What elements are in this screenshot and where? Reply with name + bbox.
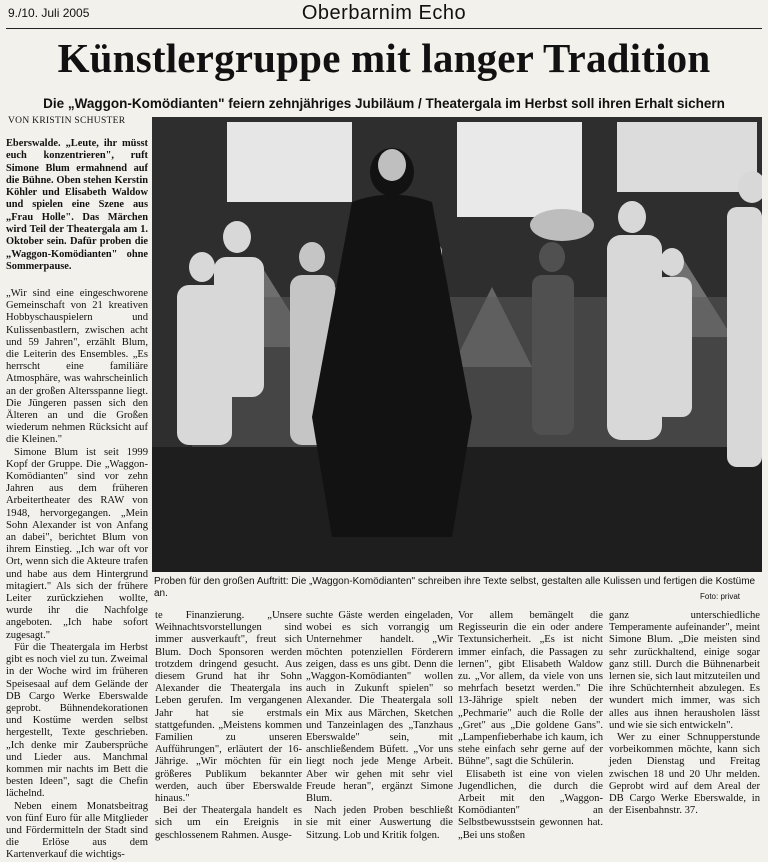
masthead-rule <box>6 28 762 29</box>
photo-credit: Foto: privat <box>700 592 741 601</box>
lead-text: Eberswalde. „Leute, ihr müsst euch konzentrieren", ruft Simone Blum ermahnend auf die Bühne. Oben stehen Kerstin Köhler und Elisabeth Waldow und spielen eine Szene aus „Frau Holle". Das Märchen wird Teil der Theatergala am 1. Oktober sein. Dafür proben die „Waggon-Komödianten" ohne Sommerpause. <box>6 138 148 272</box>
paragraph: „Wir sind eine eingeschworene Gemeinschaft von 21 kreativen Hobbyschauspielern und Kulissenbastlern, zwischen acht und 59 Jahren", erzählt Blum, die Leiterin des Ensembles. „Es herrscht eine familiäre Atmosphäre, was wahrscheinlich an der großen Altersspanne liegt. Die Jüngeren passen sich den Älteren an und die Großen wiederum nehmen Rücksicht auf die Kleinen." <box>6 288 148 446</box>
headline: Künstlergruppe mit langer Tradition <box>57 35 711 81</box>
byline: VON KRISTIN SCHUSTER <box>8 116 126 126</box>
column-3 <box>306 610 453 842</box>
column-5 <box>609 610 760 817</box>
column-1 <box>6 288 148 862</box>
paragraph: Elisabeth ist eine von vielen Jugendlichen, die durch die Arbeit mit den „Waggon-Komödianten" an Selbstbewusstsein gewonnen hat. „Bei uns stoßen <box>458 768 603 841</box>
paragraph: Bei der Theatergala handelt es sich um ein Ereignis in geschlossenem Rahmen. Ausge- <box>155 805 302 841</box>
column-4 <box>458 610 603 842</box>
photo-caption: Proben für den großen Auftritt: Die „Waggon-Komödianten" schreiben ihre Texte selbst, gestalten alle Kulissen und fertigen die Kostüme an. <box>154 576 756 599</box>
newspaper-name: Oberbarnim Echo <box>301 2 467 24</box>
paragraph: suchte Gäste werden eingeladen, wobei es sich vorrangig um Unternehmer handelt. „Wir möchten potenziellen Förderern zeigen, dass es uns gibt. Denn die „Waggon-Komödianten" wollen auch in Zukunft spielen" so Alexander. Die Theatergala soll ein Mix aus Märchen, Sketchen und Tanzeinlagen des „Tanzhaus Eberswalde" sein, mit anschließendem Büfett. „Vor uns liegt noch jede Menge Arbeit. Aber wir gehen mit sehr viel Freude heran", ergänzt Simone Blum. <box>306 610 453 805</box>
subheadline: Die „Waggon-Komödianten" feiern zehnjähriges Jubiläum / Theatergala im Herbst soll ihren Erhalt sichern <box>43 96 725 111</box>
paragraph: Simone Blum ist seit 1999 Kopf der Gruppe. Die „Waggon-Komödianten" sind vor zehn Jahren aus dem früheren Arbeitertheater des RAW von 1948, hervorgegangen. „Mein Sohn Alexander ist von Anfang an dabei", berichtet Blum von ihrem Einstieg. „Ich war oft vor Ort, wenn sich die Akteure trafen und habe aus dem Hintergrund mitagiert." Als sich der frühere Leiter zurückziehen wollte, wurde ihr die Nachfolge angeboten. „Ich habe sofort zugesagt." <box>6 446 148 641</box>
theater-scene-photo <box>152 117 762 572</box>
paragraph: Für die Theatergala im Herbst gibt es noch viel zu tun. Zweimal in der Woche wird im früheren Speisesaal auf dem Gelände der DB Cargo Werke Eberswalde geprobt. Bühnendekorationen und Kostüme werden selbst hergestellt, Texte geschrieben. „Ich denke mir Zaubersprüche und Lieder aus. Manchmal kommen mir nachts im Bett die besten Ideen", sagt die Chefin lächelnd. <box>6 641 148 800</box>
paragraph: Vor allem bemängelt die Regisseurin die ein oder andere Textunsicherheit. „Es ist nicht immer einfach, die Passagen zu lernen", gibt Elisabeth Waldow zu. „Vor allem, da viele von uns mehrfach besetzt werden." Die 13-Jährige spielt neben der „Pechmarie" auch die Rolle der „Gret" aus „Die goldene Gans". „Lampenfieberhabe ich kaum, ich stehe einfach sehr gerne auf der Bühne", sagt die Schülerin. <box>458 610 603 768</box>
issue-date: 9./10. Juli 2005 <box>8 6 90 20</box>
paragraph: Wer zu einer Schnupperstunde vorbeikommen möchte, kann sich jeden Dienstag und Freitag zwischen 18 und 20 Uhr melden. Geprobt wird auf dem Areal der DB Cargo Werke Eberswalde, in der Eisenbahnstr. 37. <box>609 732 760 817</box>
paragraph: te Finanzierung. „Unsere Weihnachtsvorstellungen sind immer ausverkauft", freut sich Blum. Doch Sponsoren werden trotzdem dringend gesucht. Aus diesem Grund hat ihr Sohn Alexander die Theatergala ins Leben gerufen. Im vergangenen Jahr hat sie erstmals stattgefunden. „Meistens kommen Familien zu unseren Aufführungen", erläutert der 16-Jährige. „Wir möchten für ein größeres Publikum bekannter werden, auch über Eberswalde hinaus." <box>155 610 302 805</box>
lead-paragraph <box>6 138 148 273</box>
column-2 <box>155 610 302 842</box>
paragraph: Nach jeden Proben beschließt sie mit einer Auswertung die Sitzung. Lob und Kritik folgen. <box>306 805 453 841</box>
article-photo <box>152 117 762 572</box>
paragraph: Neben einem Monatsbeitrag von fünf Euro für alle Mitglieder und Fördermitteln der Stadt sind die Erlöse aus dem Kartenverkauf die wichtigs- <box>6 800 148 861</box>
paragraph: ganz unterschiedliche Temperamente aufeinander", meint Simone Blum. „Die meisten sind sehr zurückhaltend, einige sogar ganz still. Durch die Bühnenarbeit lernen sie, sich laut mitzuteilen und ihre Schüchternheit abzulegen. Es wundert mich immer, was sich alles aus ihnen herausholen lässt und wie sie sich entwickeln". <box>609 610 760 731</box>
